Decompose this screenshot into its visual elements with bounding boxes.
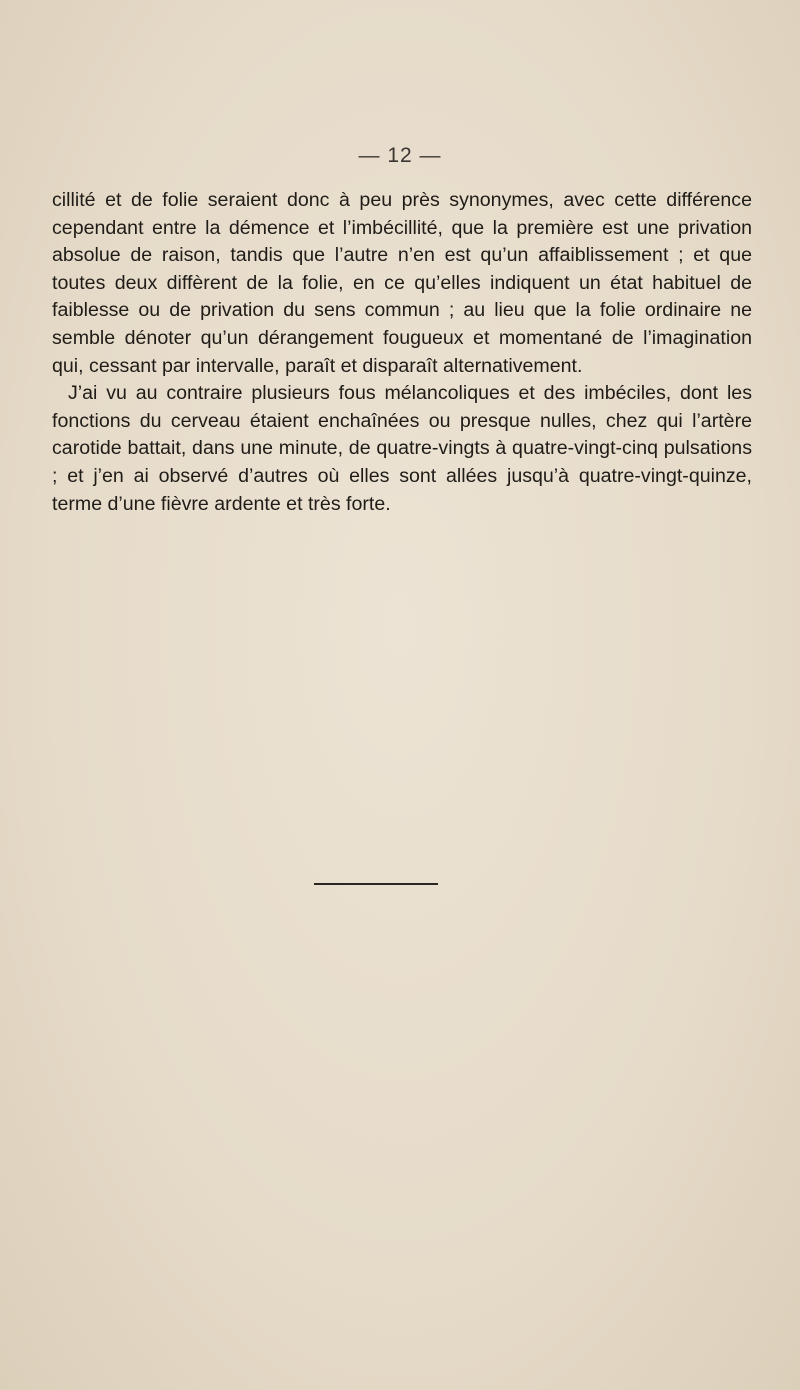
body-text <box>52 187 752 518</box>
paragraph-1: cillité et de folie seraient donc à peu près synonymes, avec cette différence cependant entre la démence et l’imbécillité, que la première est une privation absolue de raison, tandis que l’autre n’en est qu’un affaiblissement ; et que toutes deux diffèrent de la folie, en ce qu’elles indiquent un état habituel de faiblesse ou de privation du sens commun ; au lieu que la folie ordinaire ne semble dénoter qu’un dérangement fougueux et momentané de l’imagination qui, cessant par intervalle, paraît et disparaît alternativement. <box>52 189 752 377</box>
paragraph-2: J’ai vu au contraire plusieurs fous mélancoliques et des imbéciles, dont les fonctions du cerveau étaient enchaînées ou presque nulles, chez qui l’artère carotide battait, dans une minute, de quatre-vingts à quatre-vingt-cinq pulsations ; et j’en ai observé d’autres où elles sont allées jusqu’à quatre-vingt-quinze, terme d’une fièvre ardente et très forte. <box>52 382 752 515</box>
footer-rule <box>314 883 438 885</box>
page-number: — 12 — <box>358 144 442 167</box>
